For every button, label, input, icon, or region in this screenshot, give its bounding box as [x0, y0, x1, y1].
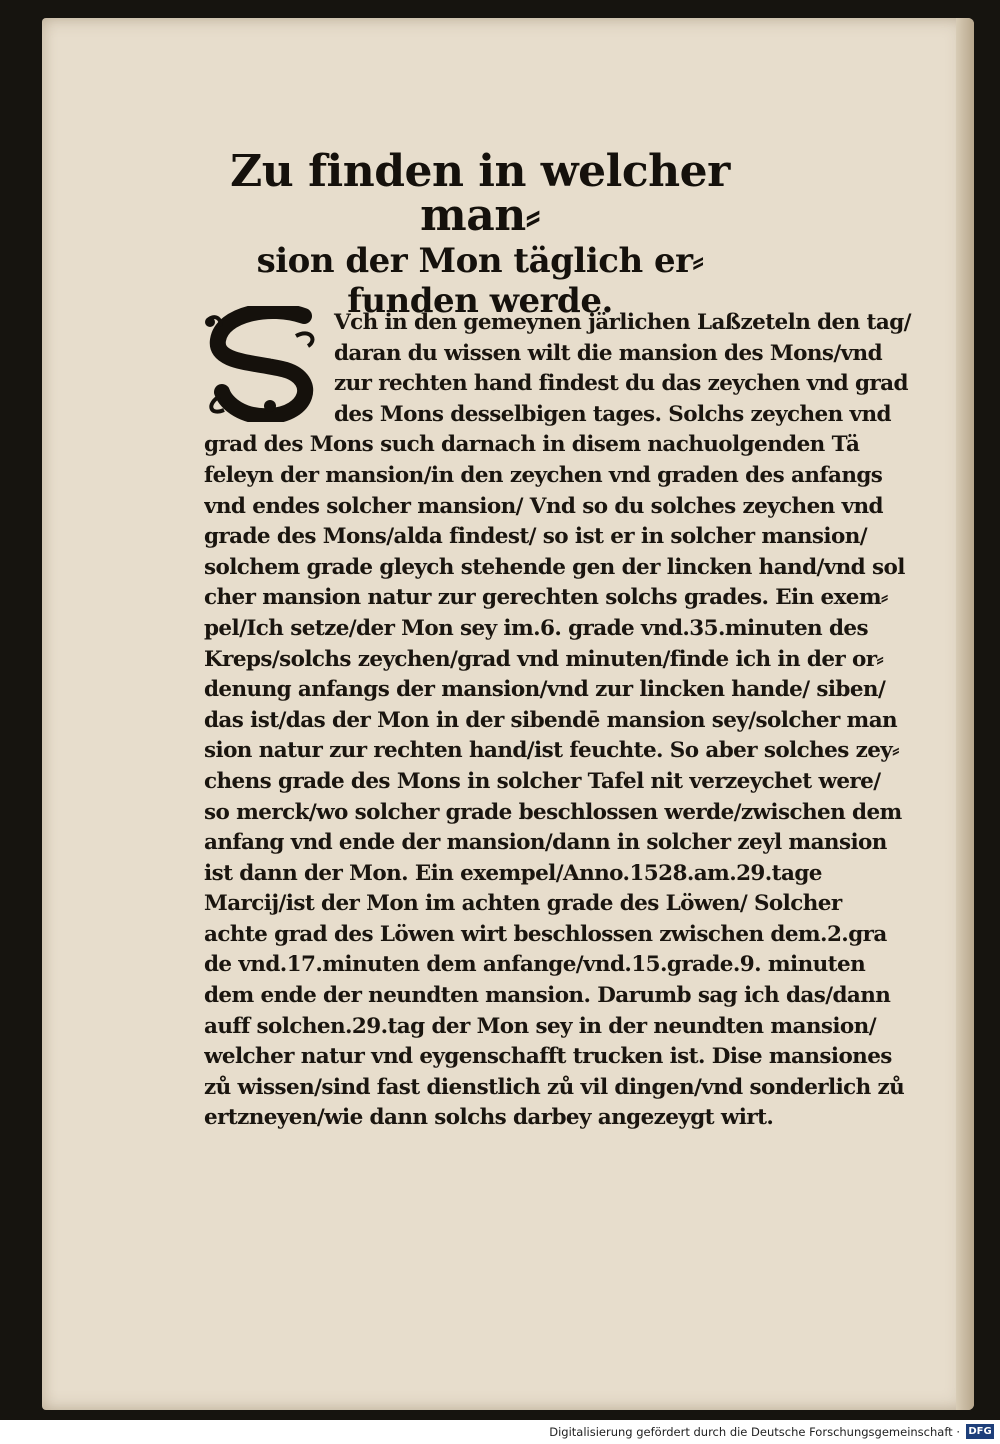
text-line: grad des Mons such darnach in disem nachuolgenden Tä: [204, 432, 860, 458]
text-line: daran du wissen wilt die mansion des Mons/vnd: [334, 340, 883, 366]
text-line: welcher natur vnd eygenschafft trucken ist. Dise mansiones: [204, 1044, 892, 1070]
text-line: auff solchen.29.tag der Mon sey in der neundten mansion/: [204, 1013, 876, 1039]
text-line: ist dann der Mon. Ein exempel/Anno.1528.am.29.tage: [204, 860, 822, 886]
text-line: ertzneyen/wie dann solchs darbey angezeygt wirt.: [204, 1105, 774, 1131]
text-line: sion natur zur rechten hand/ist feuchte. So aber solches zey⸗: [204, 738, 899, 764]
dfg-logo: DFG: [966, 1424, 994, 1439]
text-line: Kreps/solchs zeychen/grad vnd minuten/finde ich in der or⸗: [204, 646, 884, 672]
heading-line-3: funden werde.: [347, 281, 613, 321]
text-line: des Mons desselbigen tages. Solchs zeychen vnd: [334, 401, 891, 427]
page-edge: [956, 18, 974, 1410]
text-line: solchem grade gleych stehende gen der lincken hand/vnd sol: [204, 554, 905, 580]
text-line: anfang vnd ende der mansion/dann in solcher zeyl mansion: [204, 830, 887, 856]
footer-bar: [0, 1420, 1000, 1444]
text-line: achte grad des Löwen wirt beschlossen zwischen dem.2.gra: [204, 921, 887, 947]
text-line: so merck/wo solcher grade beschlossen werde/zwischen dem: [204, 799, 902, 825]
text-line: vnd endes solcher mansion/ Vnd so du solches zeychen vnd: [204, 493, 883, 519]
text-line: Marcij/ist der Mon im achten grade des Löwen/ Solcher: [204, 891, 842, 917]
body-text: [204, 308, 940, 1134]
text-line: grade des Mons/alda findest/ so ist er in solcher mansion/: [204, 524, 868, 550]
text-line: de vnd.17.minuten dem anfange/vnd.15.grade.9. minuten: [204, 952, 866, 978]
text-line: das ist/das der Mon in der sibendē mansion sey/solcher man: [204, 707, 898, 733]
footer-credit: Digitalisierung gefördert durch die Deutsche Forschungsgemeinschaft ·: [549, 1425, 960, 1439]
text-line: chens grade des Mons in solcher Tafel nit verzeychet were/: [204, 768, 881, 794]
text-line: dem ende der neundten mansion. Darumb sag ich das/dann: [204, 983, 891, 1009]
text-line: feleyn der mansion/in den zeychen vnd graden des anfangs: [204, 462, 883, 488]
heading-line-2: sion der Mon täglich er⸗: [256, 241, 704, 281]
text-line: cher mansion natur zur gerechten solchs grades. Ein exem⸗: [204, 585, 888, 611]
text-line: denung anfangs der mansion/vnd zur lincken hande/ siben/: [204, 677, 886, 703]
text-line: Vch in den gemeynen järlichen Laßzeteln den tag/: [334, 310, 911, 335]
text-line: pel/Ich setze/der Mon sey im.6. grade vnd.35.minuten des: [204, 615, 868, 641]
heading-line-1: Zu finden in welcher man⸗: [230, 146, 730, 241]
text-line: zů wissen/sind fast dienstlich zů vil dingen/vnd sonderlich zů: [204, 1074, 905, 1100]
text-line: zur rechten hand findest du das zeychen vnd grad: [334, 371, 908, 397]
chapter-heading: [220, 146, 740, 321]
